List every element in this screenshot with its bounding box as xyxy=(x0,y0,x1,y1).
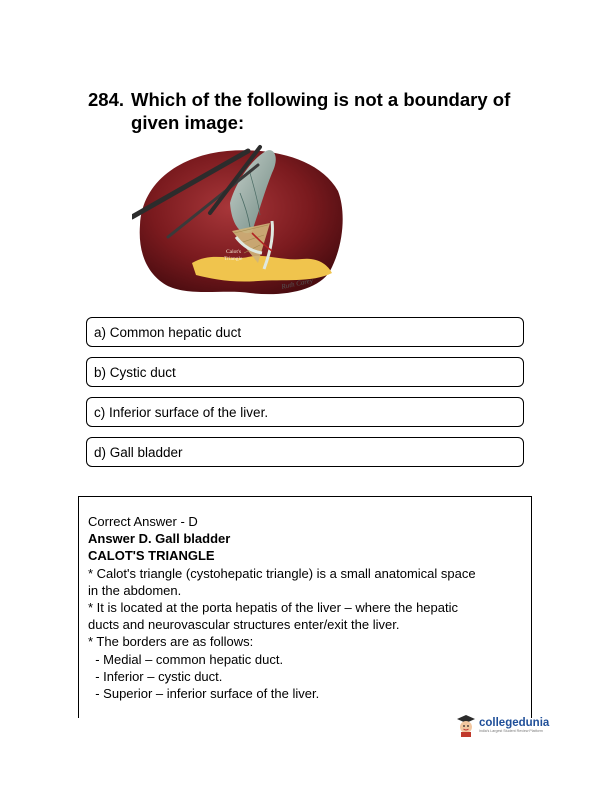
logo-tagline: India's Largest Student Review Platform xyxy=(479,728,543,733)
collegedunia-logo xyxy=(456,710,576,740)
calots-triangle-figure xyxy=(132,133,346,307)
figure-label-line2: Triangle xyxy=(224,256,243,262)
explanation-line: * The borders are as follows: xyxy=(88,634,254,650)
question-text: Which of the following is not a boundary of given image: xyxy=(131,89,511,133)
artist-signature: Ruth Carey xyxy=(280,276,314,291)
explanation-line: * It is located at the porta hepatis of the liver – where the hepatic xyxy=(88,600,458,616)
option-b[interactable]: b) Cystic duct xyxy=(86,357,524,387)
answer-explanation-box xyxy=(78,496,532,718)
option-d[interactable]: d) Gall bladder xyxy=(86,437,524,467)
option-c[interactable]: c) Inferior surface of the liver. xyxy=(86,397,524,427)
explanation-line: - Medial – common hepatic duct. xyxy=(88,651,284,667)
explanation-line: ducts and neurovascular structures enter/exit the liver. xyxy=(88,617,400,633)
figure-label-line1: Calot's xyxy=(226,249,242,255)
explanation-heading: CALOT'S TRIANGLE xyxy=(88,548,215,564)
answer-statement: Answer D. Gall bladder xyxy=(88,531,231,547)
correct-answer-line: Correct Answer - D xyxy=(88,514,198,529)
explanation-line: - Inferior – cystic duct. xyxy=(88,668,223,684)
logo-name: collegedunia xyxy=(479,716,550,729)
graduate-mascot-icon xyxy=(456,713,476,737)
explanation-line: - Superior – inferior surface of the liver. xyxy=(88,686,320,702)
explanation-line: in the abdomen. xyxy=(88,582,182,598)
option-a[interactable]: a) Common hepatic duct xyxy=(86,317,524,347)
question-number: 284. xyxy=(88,89,125,110)
explanation-line: * Calot's triangle (cystohepatic triangle) is a small anatomical space xyxy=(88,565,476,581)
question-title xyxy=(88,88,558,134)
